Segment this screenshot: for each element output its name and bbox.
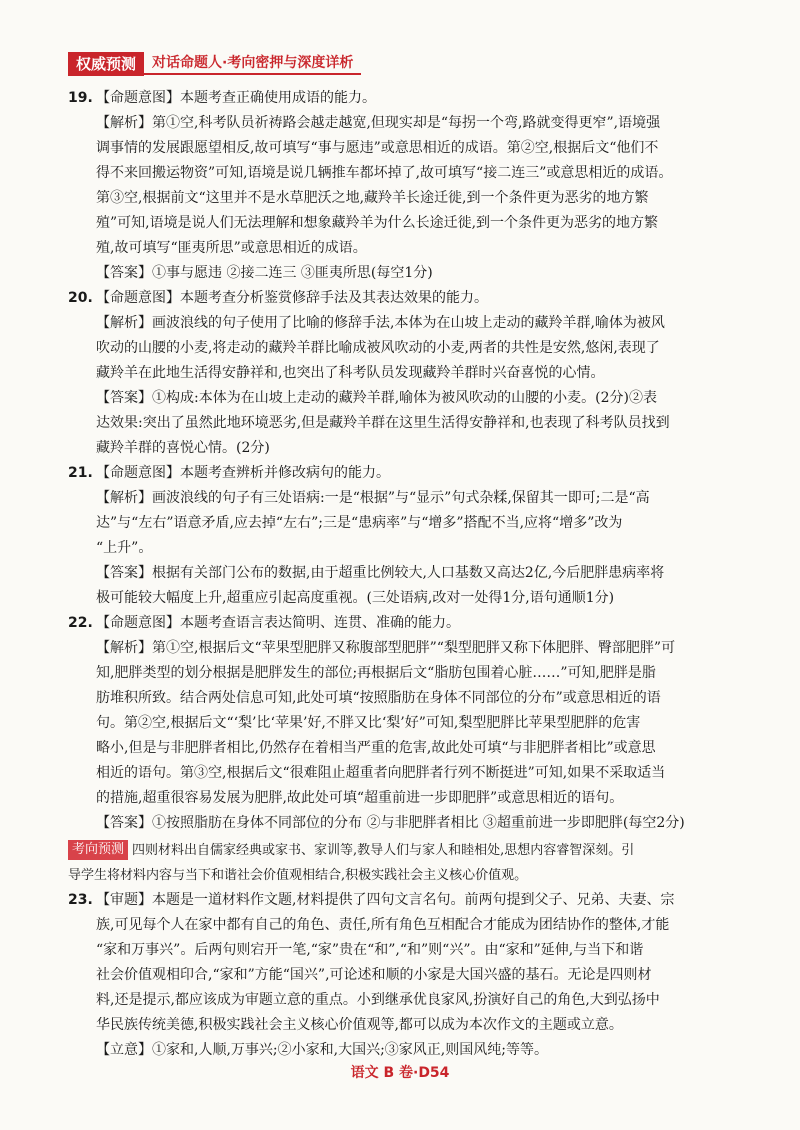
question-number: 22. (68, 615, 93, 631)
analysis-line: 调事情的发展跟愿望相反,故可填写“事与愿违”或意思相近的成语。第②空,根据后文“他们不 (96, 140, 659, 156)
analysis-line: 【解析】第①空,科考队员祈祷路会越走越宽,但现实却是“每拐一个弯,路就变得更窄”,语境强 (96, 115, 661, 131)
analysis-line: 得不来回搬运物资”可知,语境是说几辆推车都坏掉了,故可填写“接二连三”或意思相近的成语。 (96, 165, 673, 181)
analysis-line: 略小,但是与非肥胖者相比,仍然存在着相当严重的危害,故此处可填“与非肥胖者相比”或意思 (96, 740, 656, 756)
question-number: 20. (68, 290, 93, 306)
analysis-line: 达”与“左右”语意矛盾,应去掉“左右”;三是“患病率”与“增多”搭配不当,应将“增多”改为 (96, 515, 623, 531)
forecast-text: 四则材料出自儒家经典或家书、家训等,教导人们与家人和睦相处,思想内容睿智深刻。引 (132, 843, 635, 858)
answer-line: 【答案】①构成:本体为在山坡上走动的藏羚羊群,喻体为被风吹动的山腰的小麦。(2分)②表 (96, 390, 657, 406)
brand-label: 权威预测 (68, 52, 144, 76)
analysis-line: 【解析】第①空,根据后文“苹果型肥胖又称腹部型肥胖”“梨型肥胖又称下体肥胖、臀部肥胖”可 (96, 640, 676, 656)
analysis-line: 殖”可知,语境是说人们无法理解和想象藏羚羊为什么长途迁徙,到一个条件更为恶劣的地方繁 (96, 215, 659, 231)
question-number: 23. (68, 892, 93, 908)
forecast-label: 考向预测 (68, 840, 128, 860)
analysis-line: 殖,故可填写“匪夷所思”或意思相近的成语。 (96, 240, 367, 256)
analysis-line: “家和万事兴”。后两句则宕开一笔,“家”贵在“和”,“和”则“兴”。由“家和”延伸,与当下和谐 (96, 942, 644, 958)
analysis-line: 族,可见每个人在家中都有自己的角色、责任,所有角色互相配合才能成为团结协作的整体,才能 (96, 917, 670, 933)
intent-line: 【命题意图】本题考查正确使用成语的能力。 (96, 90, 376, 106)
section-header (68, 52, 361, 76)
analysis-line: 相近的语句。第③空,根据后文“很难阻止超重者向肥胖者行列不断挺进”可知,如果不采取适当 (96, 765, 666, 781)
idea-line: 【立意】①家和,人顺,万事兴;②小家和,大国兴;③家风正,则国风纯;等等。 (96, 1042, 548, 1058)
analysis-line: 华民族传统美德,积极实践社会主义核心价值观等,都可以成为本次作文的主题或立意。 (96, 1017, 623, 1033)
intent-line: 【命题意图】本题考查语言表达简明、连贯、准确的能力。 (96, 615, 460, 631)
answer-line: 藏羚羊群的喜悦心情。(2分) (96, 440, 270, 456)
analysis-line: 肪堆积所致。结合两处信息可知,此处可填“按照脂肪在身体不同部位的分布”或意思相近的语 (96, 690, 661, 706)
analysis-line: 第③空,根据前文“这里并不是水草肥沃之地,藏羚羊长途迁徙,到一个条件更为恶劣的地方繁 (96, 190, 649, 206)
analysis-line: 【审题】本题是一道材料作文题,材料提供了四句文言名句。前两句提到父子、兄弟、夫妻、宗 (96, 892, 675, 908)
analysis-line: “上升”。 (96, 540, 153, 556)
header-tagline: 对话命题人·考向密押与深度详析 (144, 53, 361, 75)
analysis-line: 【解析】画波浪线的句子有三处语病:一是“根据”与“显示”句式杂糅,保留其一即可;二是“高 (96, 490, 650, 506)
answer-line: 【答案】①事与愿违 ②接二连三 ③匪夷所思(每空1分) (96, 265, 433, 281)
page-footer: 语文 B 卷·D54 (350, 1065, 450, 1081)
intent-line: 【命题意图】本题考查分析鉴赏修辞手法及其表达效果的能力。 (96, 290, 488, 306)
analysis-line: 藏羚羊在此地生活得安静祥和,也突出了科考队员发现藏羚羊群时兴奋喜悦的心情。 (96, 365, 605, 381)
question-19 (68, 86, 728, 286)
analysis-line: 社会价值观相印合,“家和”方能“国兴”,可论述和顺的小家是大国兴盛的基石。无论是四则材 (96, 967, 652, 983)
question-21 (68, 461, 728, 611)
analysis-line: 的措施,超重很容易发展为肥胖,故此处可填“超重前进一步即肥胖”或意思相近的语句。 (96, 790, 624, 806)
answer-line: 【答案】根据有关部门公布的数据,由于超重比例较大,人口基数又高达2亿,今后肥胖患病率将 (96, 565, 665, 581)
question-20 (68, 286, 728, 461)
analysis-line: 吹动的山腰的小麦,将走动的藏羚羊群比喻成被风吹动的小麦,两者的共性是安然,悠闲,表现了 (96, 340, 660, 356)
page-content (68, 86, 728, 1063)
question-22 (68, 611, 728, 836)
analysis-line: 句。第②空,根据后文“‘梨’比‘苹果’好,不胖又比‘梨’好”可知,梨型肥胖比苹果型肥胖的危害 (96, 715, 641, 731)
answer-line: 达效果:突出了虽然此地环境恶劣,但是藏羚羊群在这里生活得安静祥和,也表现了科考队员找到 (96, 415, 670, 431)
analysis-line: 料,还是提示,都应该成为审题立意的重点。小到继承优良家风,扮演好自己的角色,大到弘扬中 (96, 992, 660, 1008)
answer-line: 【答案】①按照脂肪在身体不同部位的分布 ②与非肥胖者相比 ③超重前进一步即肥胖(每空2分) (96, 815, 685, 831)
question-23 (68, 888, 728, 1063)
forecast-text: 导学生将材料内容与当下和谐社会价值观相结合,积极实践社会主义核心价值观。 (68, 868, 528, 883)
answer-line: 极可能较大幅度上升,超重应引起高度重视。(三处语病,改对一处得1分,语句通顺1分) (96, 590, 615, 606)
analysis-line: 知,肥胖类型的划分根据是肥胖发生的部位;再根据后文“脂肪包围着心脏……”可知,肥胖是脂 (96, 665, 656, 681)
analysis-line: 【解析】画波浪线的句子使用了比喻的修辞手法,本体为在山坡上走动的藏羚羊群,喻体为被风 (96, 315, 665, 331)
intent-line: 【命题意图】本题考查辨析并修改病句的能力。 (96, 465, 390, 481)
question-number: 21. (68, 465, 93, 481)
forecast-block (68, 838, 728, 863)
question-number: 19. (68, 90, 93, 106)
